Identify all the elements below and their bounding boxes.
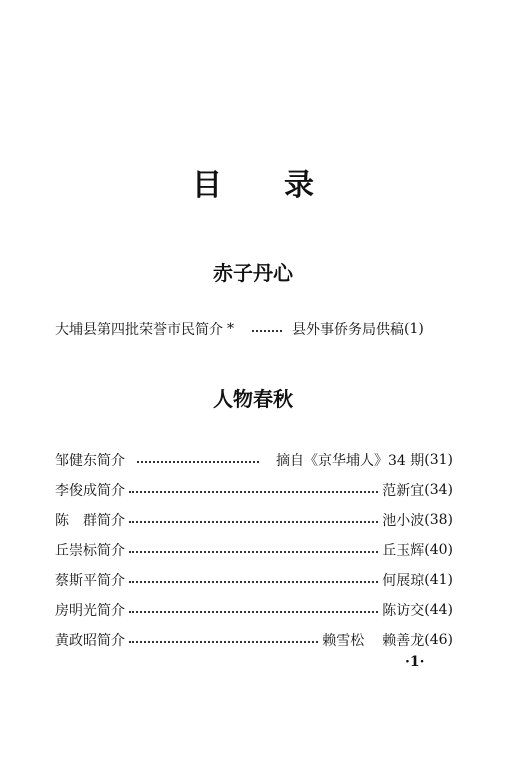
toc-entry[interactable]	[55, 569, 453, 591]
entry-page: (1)	[404, 321, 424, 337]
dot-leader	[137, 461, 259, 463]
dot-leader	[252, 330, 282, 332]
entry-author: 赖雪松	[322, 633, 365, 649]
entry-author: 县外事侨务局供稿	[292, 322, 404, 338]
toc-title-right: 录	[284, 168, 314, 203]
entry-author: 范新宜	[382, 483, 425, 499]
dot-leader	[129, 521, 378, 523]
toc-title	[0, 160, 506, 204]
entry-author: 摘自《京华埔人》34 期	[275, 453, 425, 469]
entry-author-2: 赖善龙	[382, 633, 425, 649]
dot-leader	[129, 581, 378, 583]
section-heading-renwu-chunqiu: 人物春秋	[213, 387, 293, 411]
entry-page: (34)	[424, 482, 453, 498]
entry-name: 蔡斯平简介	[55, 573, 125, 589]
toc-entry[interactable]	[55, 509, 453, 531]
entry-author: 池小波	[382, 513, 425, 529]
entry-page: (46)	[424, 632, 453, 648]
entry-author: 陈访交	[382, 603, 425, 619]
entry-name: 黄政昭简介	[55, 633, 125, 649]
toc-entry[interactable]	[55, 479, 453, 501]
entry-page: (44)	[424, 602, 453, 618]
entry-page: (40)	[424, 542, 453, 558]
entry-name: 陈 群简介	[55, 513, 125, 529]
toc-entry[interactable]	[55, 629, 453, 651]
entry-page: (38)	[424, 512, 453, 528]
toc-entry[interactable]	[55, 318, 453, 340]
toc-entry[interactable]	[55, 599, 453, 621]
section-heading-chizi-danxin: 赤子丹心	[213, 261, 293, 285]
entry-mark: *	[227, 321, 234, 337]
entry-page: (41)	[424, 572, 453, 588]
toc-entry[interactable]	[55, 449, 453, 471]
dot-leader	[129, 641, 318, 643]
entry-name: 李俊成简介	[55, 483, 125, 499]
entry-author: 何展琼	[382, 573, 425, 589]
entry-page: (31)	[424, 452, 453, 468]
toc-title-left: 目	[192, 168, 222, 203]
entry-name: 丘崇标简介	[55, 543, 125, 559]
entry-name: 邹健东简介	[55, 453, 125, 469]
dot-leader	[129, 611, 378, 613]
entry-author: 丘玉辉	[382, 543, 425, 559]
dot-leader	[129, 491, 378, 493]
entry-name: 房明光简介	[55, 603, 125, 619]
toc-entry[interactable]	[55, 539, 453, 561]
dot-leader	[129, 551, 378, 553]
entry-name: 大埔县第四批荣誉市民简介	[55, 322, 223, 338]
page-number: ·1·	[405, 654, 425, 670]
